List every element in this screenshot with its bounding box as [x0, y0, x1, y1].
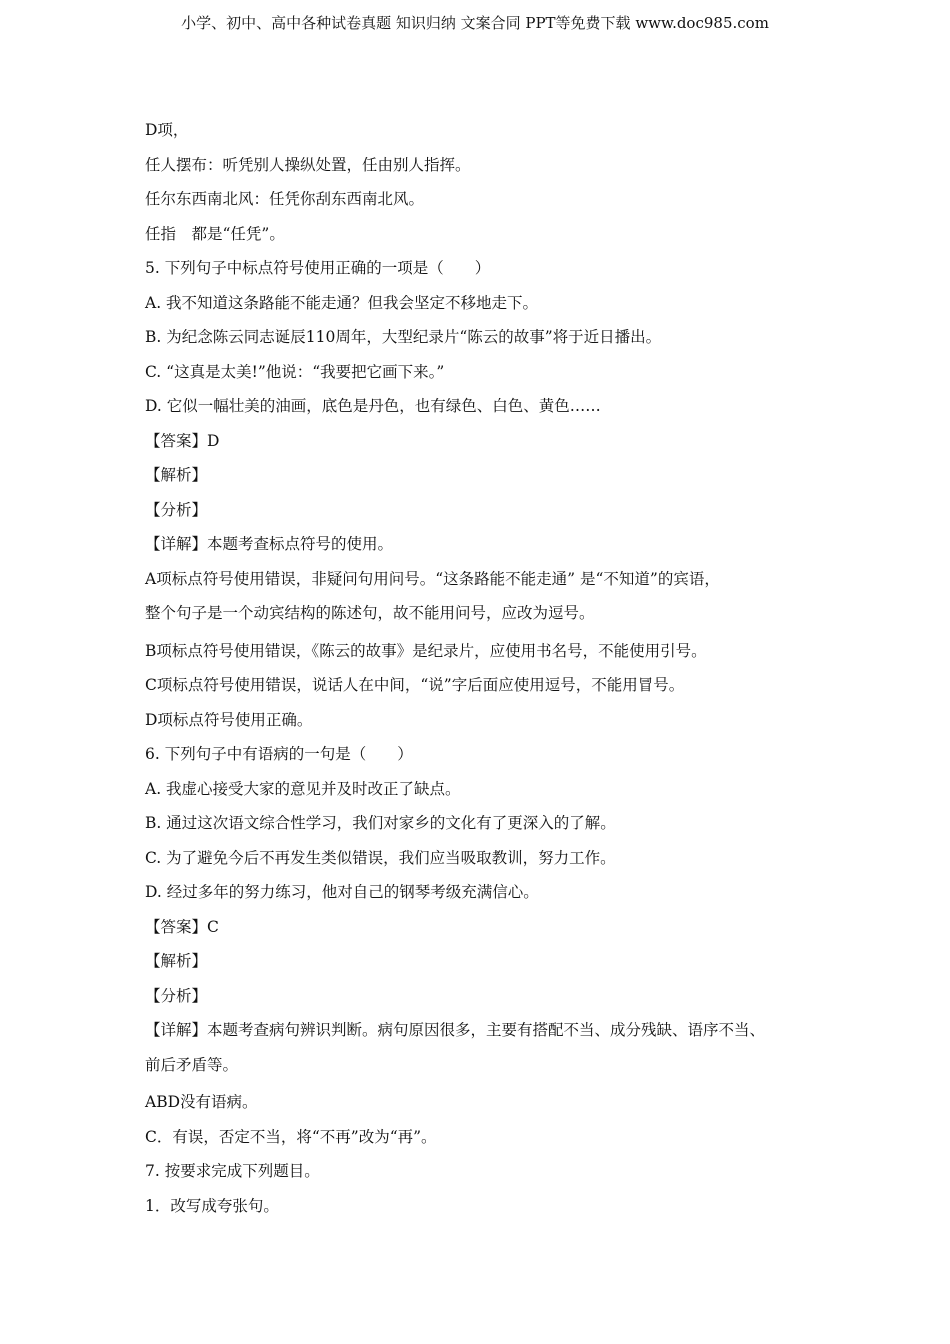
sub-question: 1．改写成夸张句。 — [145, 1196, 279, 1215]
analysis-label: 【解析】 — [145, 952, 208, 970]
option-a: A. 我虚心接受大家的意见并及时改正了缺点。 — [145, 779, 461, 798]
explanation-text: 【详解】本题考查标点符号的使用。 — [145, 535, 394, 553]
option-c: C. 为了避免今后不再发生类似错误，我们应当吸取教训，努力工作。 — [145, 848, 616, 867]
document-body — [145, 113, 825, 1223]
analysis-label: 【分析】 — [145, 986, 208, 1005]
explanation-text: C项标点符号使用错误，说话人在中间，“说”字后面应使用逗号，不能用冒号。 — [145, 676, 685, 694]
text-line: D项， — [145, 121, 189, 139]
explanation-text: 整个句子是一个动宾结构的陈述句，故不能用问号，应改为逗号。 — [145, 604, 595, 622]
question-5-stem: 5. 下列句子中标点符号使用正确的一项是（ ） — [145, 259, 491, 277]
page-header: 小学、初中、高中各种试卷真题 知识归纳 文案合同 PPT等免费下载 www.doc985.com — [181, 14, 769, 32]
option-c: C. “这真是太美!”他说：“我要把它画下来。” — [145, 362, 445, 381]
explanation-text: D项标点符号使用正确。 — [145, 710, 313, 729]
analysis-label: 【解析】 — [145, 466, 208, 484]
option-d: D. 它似一幅壮美的油画，底色是丹色，也有绿色、白色、黄色…… — [145, 397, 601, 415]
text-line: 任人摆布：听凭别人操纵处置，任由别人指挥。 — [145, 155, 471, 174]
analysis-label: 【分析】 — [145, 500, 208, 519]
question-7-stem: 7. 按要求完成下列题目。 — [145, 1162, 320, 1180]
question-6-stem: 6. 下列句子中有语病的一句是（ ） — [145, 745, 413, 763]
text-line: 任指 都是“任凭”。 — [145, 224, 285, 243]
text-line: 任尔东西南北风：任凭你刮东西南北风。 — [145, 190, 425, 208]
explanation-text: 【详解】本题考查病句辨识判断。病句原因很多，主要有搭配不当、成分残缺、语序不当、 — [145, 1021, 766, 1039]
explanation-text: 前后矛盾等。 — [145, 1055, 239, 1074]
explanation-text: C．有误，否定不当，将“不再”改为“再”。 — [145, 1127, 437, 1146]
option-b: B. 通过这次语文综合性学习，我们对家乡的文化有了更深入的了解。 — [145, 814, 616, 832]
option-b: B. 为纪念陈云同志诞辰110周年，大型纪录片“陈云的故事”将于近日播出。 — [145, 328, 662, 346]
explanation-text: B项标点符号使用错误，《陈云的故事》是纪录片，应使用书名号，不能使用引号。 — [145, 641, 707, 660]
answer-label: 【答案】C — [145, 917, 219, 936]
answer-label: 【答案】D — [145, 431, 220, 450]
explanation-text: ABD没有语病。 — [145, 1093, 258, 1111]
option-a: A. 我不知道这条路能不能走通？但我会坚定不移地走下。 — [145, 293, 539, 312]
option-d: D. 经过多年的努力练习，他对自己的钢琴考级充满信心。 — [145, 883, 539, 901]
explanation-text: A项标点符号使用错误，非疑问句用问号。“这条路能不能走通” 是“不知道”的宾语， — [145, 569, 720, 588]
